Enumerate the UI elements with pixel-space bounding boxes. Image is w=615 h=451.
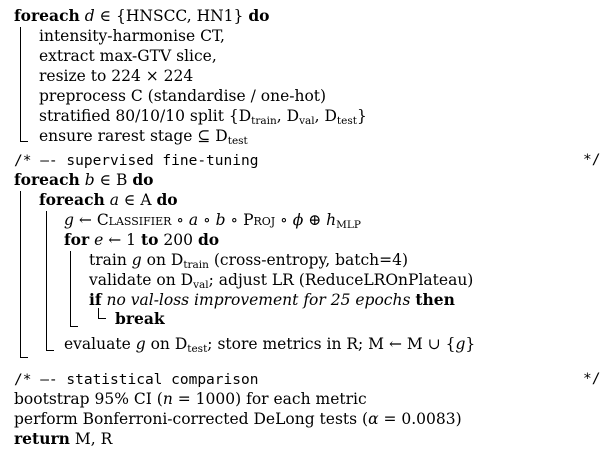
keyword-if: if bbox=[89, 290, 102, 309]
split-close: } bbox=[356, 107, 367, 125]
var-a: a bbox=[109, 191, 119, 209]
alpha-value: = 0.0083) bbox=[378, 410, 462, 428]
train-text: train bbox=[89, 251, 127, 269]
compose-op: ∘ bbox=[176, 211, 184, 229]
sub-test: test bbox=[187, 343, 208, 355]
algo-line-ensure bbox=[39, 126, 248, 151]
bootstrap-text: bootstrap 95% CI ( bbox=[14, 390, 163, 408]
var-g: g bbox=[135, 335, 146, 353]
block-foot-if bbox=[98, 318, 106, 319]
ensure-text: ensure rarest stage ⊆ D bbox=[39, 127, 228, 145]
keyword-do: do bbox=[248, 6, 270, 25]
keyword-foreach: foreach bbox=[14, 170, 80, 189]
split-sep1: , D bbox=[276, 107, 300, 125]
keyword-do: do bbox=[197, 230, 220, 249]
comment-end: */ bbox=[583, 371, 601, 387]
algo-line-foreach-adapter bbox=[39, 190, 178, 210]
keyword-foreach: foreach bbox=[39, 190, 105, 209]
block-bar-if bbox=[98, 308, 99, 318]
comment-end: */ bbox=[583, 152, 601, 168]
algo-line-return bbox=[14, 429, 112, 449]
assign-arrow: ← bbox=[78, 211, 92, 229]
var-b: b bbox=[215, 211, 226, 229]
block-bar-adapter bbox=[46, 211, 47, 350]
keyword-break: break bbox=[115, 309, 165, 328]
var-phi: ϕ bbox=[292, 211, 304, 229]
sub-val: val bbox=[299, 115, 315, 127]
algo-line-extract: extract max-GTV slice, bbox=[39, 47, 217, 65]
var-b: b bbox=[84, 171, 95, 189]
algo-line-resize: resize to 224 × 224 bbox=[39, 67, 194, 85]
comment-text: /* –- statistical comparison bbox=[14, 372, 259, 388]
var-g: g bbox=[131, 251, 142, 269]
compose-op: ∘ bbox=[280, 211, 288, 229]
split-sep2: , D bbox=[314, 107, 337, 125]
dataset-set: ∈ {HNSCC, HN1} bbox=[99, 7, 244, 25]
evaluate-text: evaluate bbox=[64, 335, 131, 353]
keyword-do: do bbox=[132, 170, 154, 189]
algo-line-preprocess: preprocess C (standardise / one-hot) bbox=[39, 87, 327, 105]
var-h: h bbox=[326, 211, 337, 229]
proj-fn: Proj bbox=[243, 211, 276, 229]
block-foot-backbone bbox=[20, 357, 28, 358]
keyword-to: to bbox=[140, 230, 159, 249]
keyword-for: for bbox=[64, 230, 90, 249]
algo-line-for-epoch bbox=[64, 230, 219, 250]
block-foot-dataset bbox=[20, 141, 28, 142]
oplus-op: ⊕ bbox=[308, 211, 322, 229]
comment-finetuning bbox=[14, 150, 258, 171]
epoch-end: 200 bbox=[163, 231, 193, 249]
keyword-then: then bbox=[415, 290, 455, 309]
algo-line-foreach-dataset bbox=[14, 6, 270, 26]
algo-line-if-early-stop bbox=[89, 290, 455, 310]
adapter-set: ∈ A bbox=[123, 191, 152, 209]
return-values: M, R bbox=[74, 430, 113, 448]
on-d: on D bbox=[146, 251, 184, 269]
block-bar-epoch bbox=[70, 251, 71, 326]
validate-details: ; adjust LR (ReduceLROnPlateau) bbox=[208, 271, 474, 289]
block-foot-adapter bbox=[46, 350, 54, 351]
validate-text: validate on D bbox=[89, 271, 194, 289]
algo-line-bootstrap bbox=[14, 389, 367, 409]
algo-line-harmonise: intensity-harmonise CT, bbox=[39, 27, 225, 45]
var-a: a bbox=[188, 211, 199, 229]
bootstrap-details: = 1000) for each metric bbox=[172, 390, 367, 408]
sub-val: val bbox=[193, 279, 209, 291]
algo-line-evaluate bbox=[64, 334, 475, 359]
compose-op: ∘ bbox=[203, 211, 211, 229]
sub-mlp: MLP bbox=[336, 219, 361, 231]
var-alpha: α bbox=[368, 410, 379, 428]
backbone-set: ∈ B bbox=[99, 171, 128, 189]
early-stop-condition: no val-loss improvement for 25 epochs bbox=[106, 291, 411, 309]
block-foot-epoch bbox=[70, 326, 78, 327]
keyword-return: return bbox=[14, 429, 70, 448]
train-details: (cross-entropy, batch=4) bbox=[213, 251, 409, 269]
block-bar-backbone bbox=[20, 191, 21, 357]
on-d: on D bbox=[150, 335, 188, 353]
compose-op: ∘ bbox=[230, 211, 239, 229]
algo-line-foreach-backbone bbox=[14, 170, 154, 190]
comment-text: /* –- supervised fine-tuning bbox=[14, 153, 259, 169]
sub-train: train bbox=[183, 259, 209, 271]
sub-train: train bbox=[251, 115, 277, 127]
var-g: g bbox=[455, 335, 466, 353]
keyword-do: do bbox=[156, 190, 178, 209]
algo-line-delong bbox=[14, 409, 462, 429]
block-bar-dataset bbox=[20, 27, 21, 141]
var-d: d bbox=[84, 7, 95, 25]
var-e: e bbox=[94, 231, 104, 249]
keyword-foreach: foreach bbox=[14, 6, 80, 25]
delong-text: perform Bonferroni-corrected DeLong tests ( bbox=[14, 410, 369, 428]
classifier-fn: Classifier bbox=[96, 211, 172, 229]
epoch-start: ← 1 bbox=[108, 231, 137, 249]
sub-test: test bbox=[227, 135, 248, 147]
var-n: n bbox=[162, 390, 173, 408]
sub-test: test bbox=[336, 115, 357, 127]
store-text: ; store metrics in R; M ← M ∪ { bbox=[207, 335, 456, 353]
var-g: g bbox=[64, 211, 74, 229]
split-text: stratified 80/10/10 split {D bbox=[39, 107, 252, 125]
comment-statistics bbox=[14, 369, 258, 390]
set-close: } bbox=[465, 335, 476, 353]
